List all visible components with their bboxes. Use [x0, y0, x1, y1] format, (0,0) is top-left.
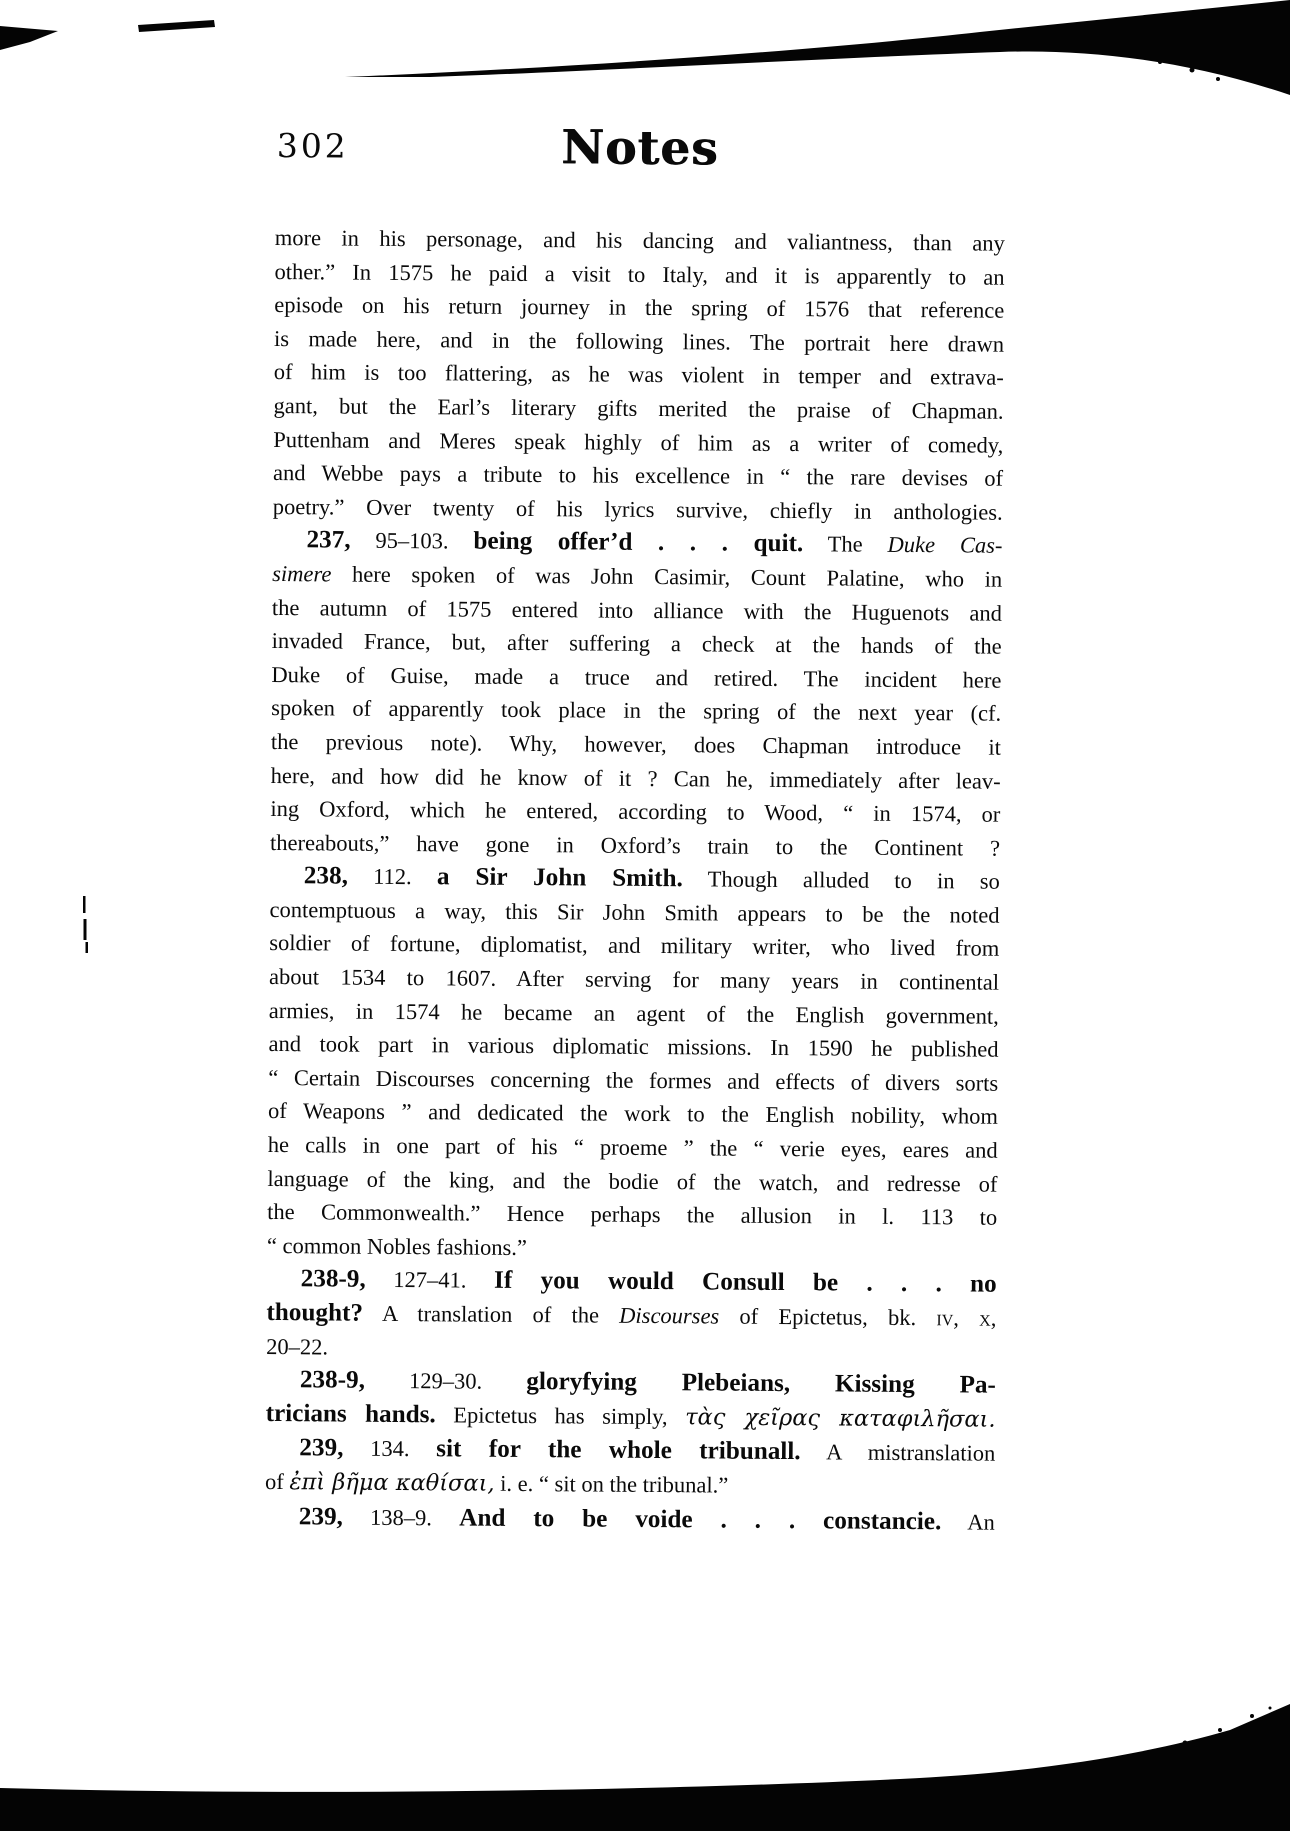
- text-run: about 1534 to 1607. After serving for many years in continental: [268, 964, 1000, 995]
- text-run: 112.: [347, 863, 438, 890]
- text-run: The: [803, 531, 888, 558]
- text-run: Duke Cas-: [887, 532, 1003, 559]
- text-line: [270, 859, 1000, 898]
- text-run: the Commonwealth.” Hence perhaps the allusion in l. 113 to: [267, 1199, 998, 1230]
- text-run: contemptuous a way, this Sir John Smith appears to be the noted: [269, 896, 1000, 928]
- text-run: gant, but the Earl’s literary gifts merited the praise of Chapman.: [273, 392, 1004, 424]
- text-run: 129–30.: [364, 1367, 527, 1395]
- text-run: of Weapons ” and dedicated the work to the English nobility, whom: [267, 1098, 999, 1130]
- text-run: armies, in 1574 he became an agent of the English government,: [268, 997, 999, 1029]
- text-run: If you would Consull be . . . no: [493, 1267, 997, 1299]
- text-line: [271, 691, 1001, 730]
- text-line: [267, 1195, 997, 1234]
- text-line: [272, 557, 1002, 596]
- notes-text-block: [265, 221, 1005, 1539]
- scan-speckle: [1158, 60, 1162, 64]
- text-line: [271, 758, 1001, 797]
- text-run: more in his personage, and his dancing and valiantness, than any: [274, 224, 1005, 256]
- text-line: [271, 658, 1001, 697]
- text-run: iv, x,: [936, 1305, 997, 1331]
- text-line: [275, 221, 1005, 260]
- text-run: 237,: [306, 526, 351, 554]
- text-run: is made here, and in the following lines. The portrait here drawn: [273, 325, 1005, 357]
- text-run: here, and how did he know of it ? Can he, immediately after leav-: [270, 762, 1001, 794]
- text-run: ing Oxford, which he entered, according to Wood, “ in 1574, or: [270, 796, 1001, 827]
- text-line: [266, 1330, 996, 1369]
- text-line: [265, 1397, 995, 1437]
- scan-artifact-top-left-wedge: [0, 26, 58, 50]
- text-run: i. e. “ sit on the tribunal.”: [494, 1470, 729, 1498]
- text-line: [268, 1061, 998, 1100]
- scan-margin-mark: [84, 919, 87, 940]
- text-run: τὰς χεῖρας καταφιλῆσαι.: [685, 1404, 996, 1433]
- text-run: being offer’d . . . quit.: [473, 527, 804, 558]
- text-line: [267, 1162, 997, 1201]
- text-run: episode on his return journey in the spring of 1576 that reference: [274, 292, 1005, 323]
- scan-artifact-top-band: [345, 0, 1290, 95]
- text-run: A mistranslation: [800, 1439, 996, 1467]
- text-run: simere: [272, 560, 332, 587]
- note-238-112: [267, 859, 1000, 1268]
- text-run: thought?: [266, 1298, 364, 1327]
- text-line: [273, 490, 1003, 529]
- text-run: spoken of apparently took place in the spring of the next year (cf.: [271, 695, 1002, 727]
- text-run: 239,: [298, 1502, 344, 1531]
- text-line: [272, 624, 1002, 663]
- text-run: invaded France, but, after suffering a check at the hands of the: [271, 628, 1002, 659]
- text-run: 238,: [303, 862, 349, 890]
- text-run: 127–41.: [365, 1267, 495, 1294]
- text-line: [270, 826, 1000, 865]
- text-run: “ common Nobles fashions.”: [266, 1232, 527, 1260]
- text-line: [274, 355, 1004, 394]
- text-run: 239,: [299, 1434, 344, 1462]
- text-line: [268, 1128, 998, 1167]
- text-line: [269, 926, 999, 965]
- text-line: [268, 1027, 998, 1066]
- text-run: tricians hands.: [265, 1399, 436, 1429]
- page-number: 302: [276, 126, 349, 166]
- text-run: a Sir John Smith.: [436, 863, 683, 893]
- scan-speckle: [1190, 68, 1195, 73]
- text-run: of: [265, 1468, 290, 1495]
- scan-margin-mark: [86, 942, 89, 953]
- text-line: [273, 456, 1003, 495]
- text-line: [270, 792, 1000, 831]
- text-run: An: [941, 1508, 995, 1535]
- text-line: [266, 1296, 996, 1335]
- text-line: [272, 523, 1002, 562]
- text-run: 20–22.: [266, 1333, 329, 1360]
- text-line: [271, 725, 1001, 764]
- text-run: here spoken of was John Casimir, Count Palatine, who in: [331, 561, 1003, 592]
- scan-speckle: [1269, 1707, 1272, 1710]
- text-run: thereabouts,” have gone in Oxford’s train to the Continent ?: [270, 829, 1001, 861]
- page-header-row: [274, 118, 1005, 194]
- text-run: A translation of the: [362, 1300, 620, 1328]
- text-run: 134.: [343, 1435, 437, 1462]
- scan-artifact-top-dash: [138, 20, 215, 32]
- text-run: poetry.” Over twenty of his lyrics survive, chiefly in anthologies.: [272, 493, 1003, 525]
- scan-speckle: [1218, 1728, 1222, 1732]
- text-run: ἐπὶ βῆμα καθίσαι,: [289, 1469, 495, 1497]
- scan-speckle: [1148, 1750, 1152, 1754]
- continuation-paragraph: [273, 221, 1005, 529]
- text-line: [273, 389, 1003, 428]
- text-line: [269, 994, 999, 1033]
- text-line: [269, 960, 999, 999]
- text-run: he calls in one part of his “ proeme ” the “ verie eyes, eares and: [267, 1132, 998, 1163]
- text-run: Puttenham and Meres speak highly of him as a writer of comedy,: [273, 426, 1004, 458]
- text-line: [274, 288, 1004, 327]
- text-run: sit for the whole tribunall.: [436, 1435, 801, 1466]
- text-run: 95–103.: [350, 527, 474, 554]
- text-line: [265, 1465, 995, 1505]
- scan-margin-mark: [83, 896, 86, 913]
- text-line: [266, 1363, 996, 1402]
- text-run: of Epictetus, bk.: [719, 1303, 937, 1331]
- text-run: “ Certain Discourses concerning the formes and effects of divers sorts: [268, 1064, 999, 1096]
- text-run: and took part in various diplomatic missions. In 1590 he published: [268, 1031, 999, 1062]
- text-run: 238-9,: [300, 1265, 366, 1294]
- text-line: [267, 1262, 997, 1301]
- text-run: 238-9,: [299, 1366, 366, 1394]
- scan-speckle-tick: [1275, 1726, 1278, 1740]
- text-run: other.” In 1575 he paid a visit to Italy, and it is apparently to an: [274, 258, 1005, 290]
- text-run: 138–9.: [342, 1504, 460, 1531]
- scan-speckle: [1250, 1714, 1254, 1718]
- scan-artifact-bottom-band: [0, 1704, 1290, 1831]
- text-run: the autumn of 1575 entered into alliance with the Huguenots and: [271, 594, 1003, 626]
- page-header-title: Notes: [560, 120, 719, 177]
- note-238-9-129-30: [265, 1363, 996, 1437]
- text-run: the previous note). Why, however, does Chapman introduce it: [270, 728, 1001, 760]
- text-run: soldier of fortune, diplomatist, and military writer, who lived from: [269, 930, 1000, 962]
- text-run: Discourses: [619, 1302, 720, 1329]
- text-run: of him is too flattering, as he was violent in temper and extrava-: [273, 359, 1004, 391]
- scan-speckle: [1216, 77, 1220, 81]
- scan-speckle: [1183, 1741, 1188, 1746]
- text-run: Duke of Guise, made a truce and retired. The incident here: [271, 661, 1002, 693]
- text-run: Epictetus has simply,: [435, 1402, 686, 1430]
- text-line: [273, 423, 1003, 462]
- text-line: [269, 893, 999, 932]
- note-237-95-103: [270, 523, 1003, 865]
- text-line: [267, 1229, 997, 1268]
- text-line: [268, 1094, 998, 1133]
- text-run: and Webbe pays a tribute to his excellence in “ the rare devises of: [272, 460, 1004, 491]
- text-line: [274, 255, 1004, 294]
- text-line: [265, 1431, 995, 1470]
- text-run: Though alluded to in so: [682, 866, 1000, 894]
- note-238-9-127-41: [266, 1262, 997, 1369]
- text-line: [272, 591, 1002, 630]
- text-run: gloryfying Plebeians, Kissing Pa-: [526, 1368, 996, 1399]
- text-run: language of the king, and the bodie of the watch, and redresse of: [267, 1165, 998, 1197]
- text-run: And to be voide . . . constancie.: [459, 1504, 942, 1535]
- text-line: [265, 1500, 995, 1539]
- note-239-138-9: [265, 1500, 995, 1539]
- text-line: [274, 322, 1004, 361]
- note-239-134: [265, 1431, 996, 1505]
